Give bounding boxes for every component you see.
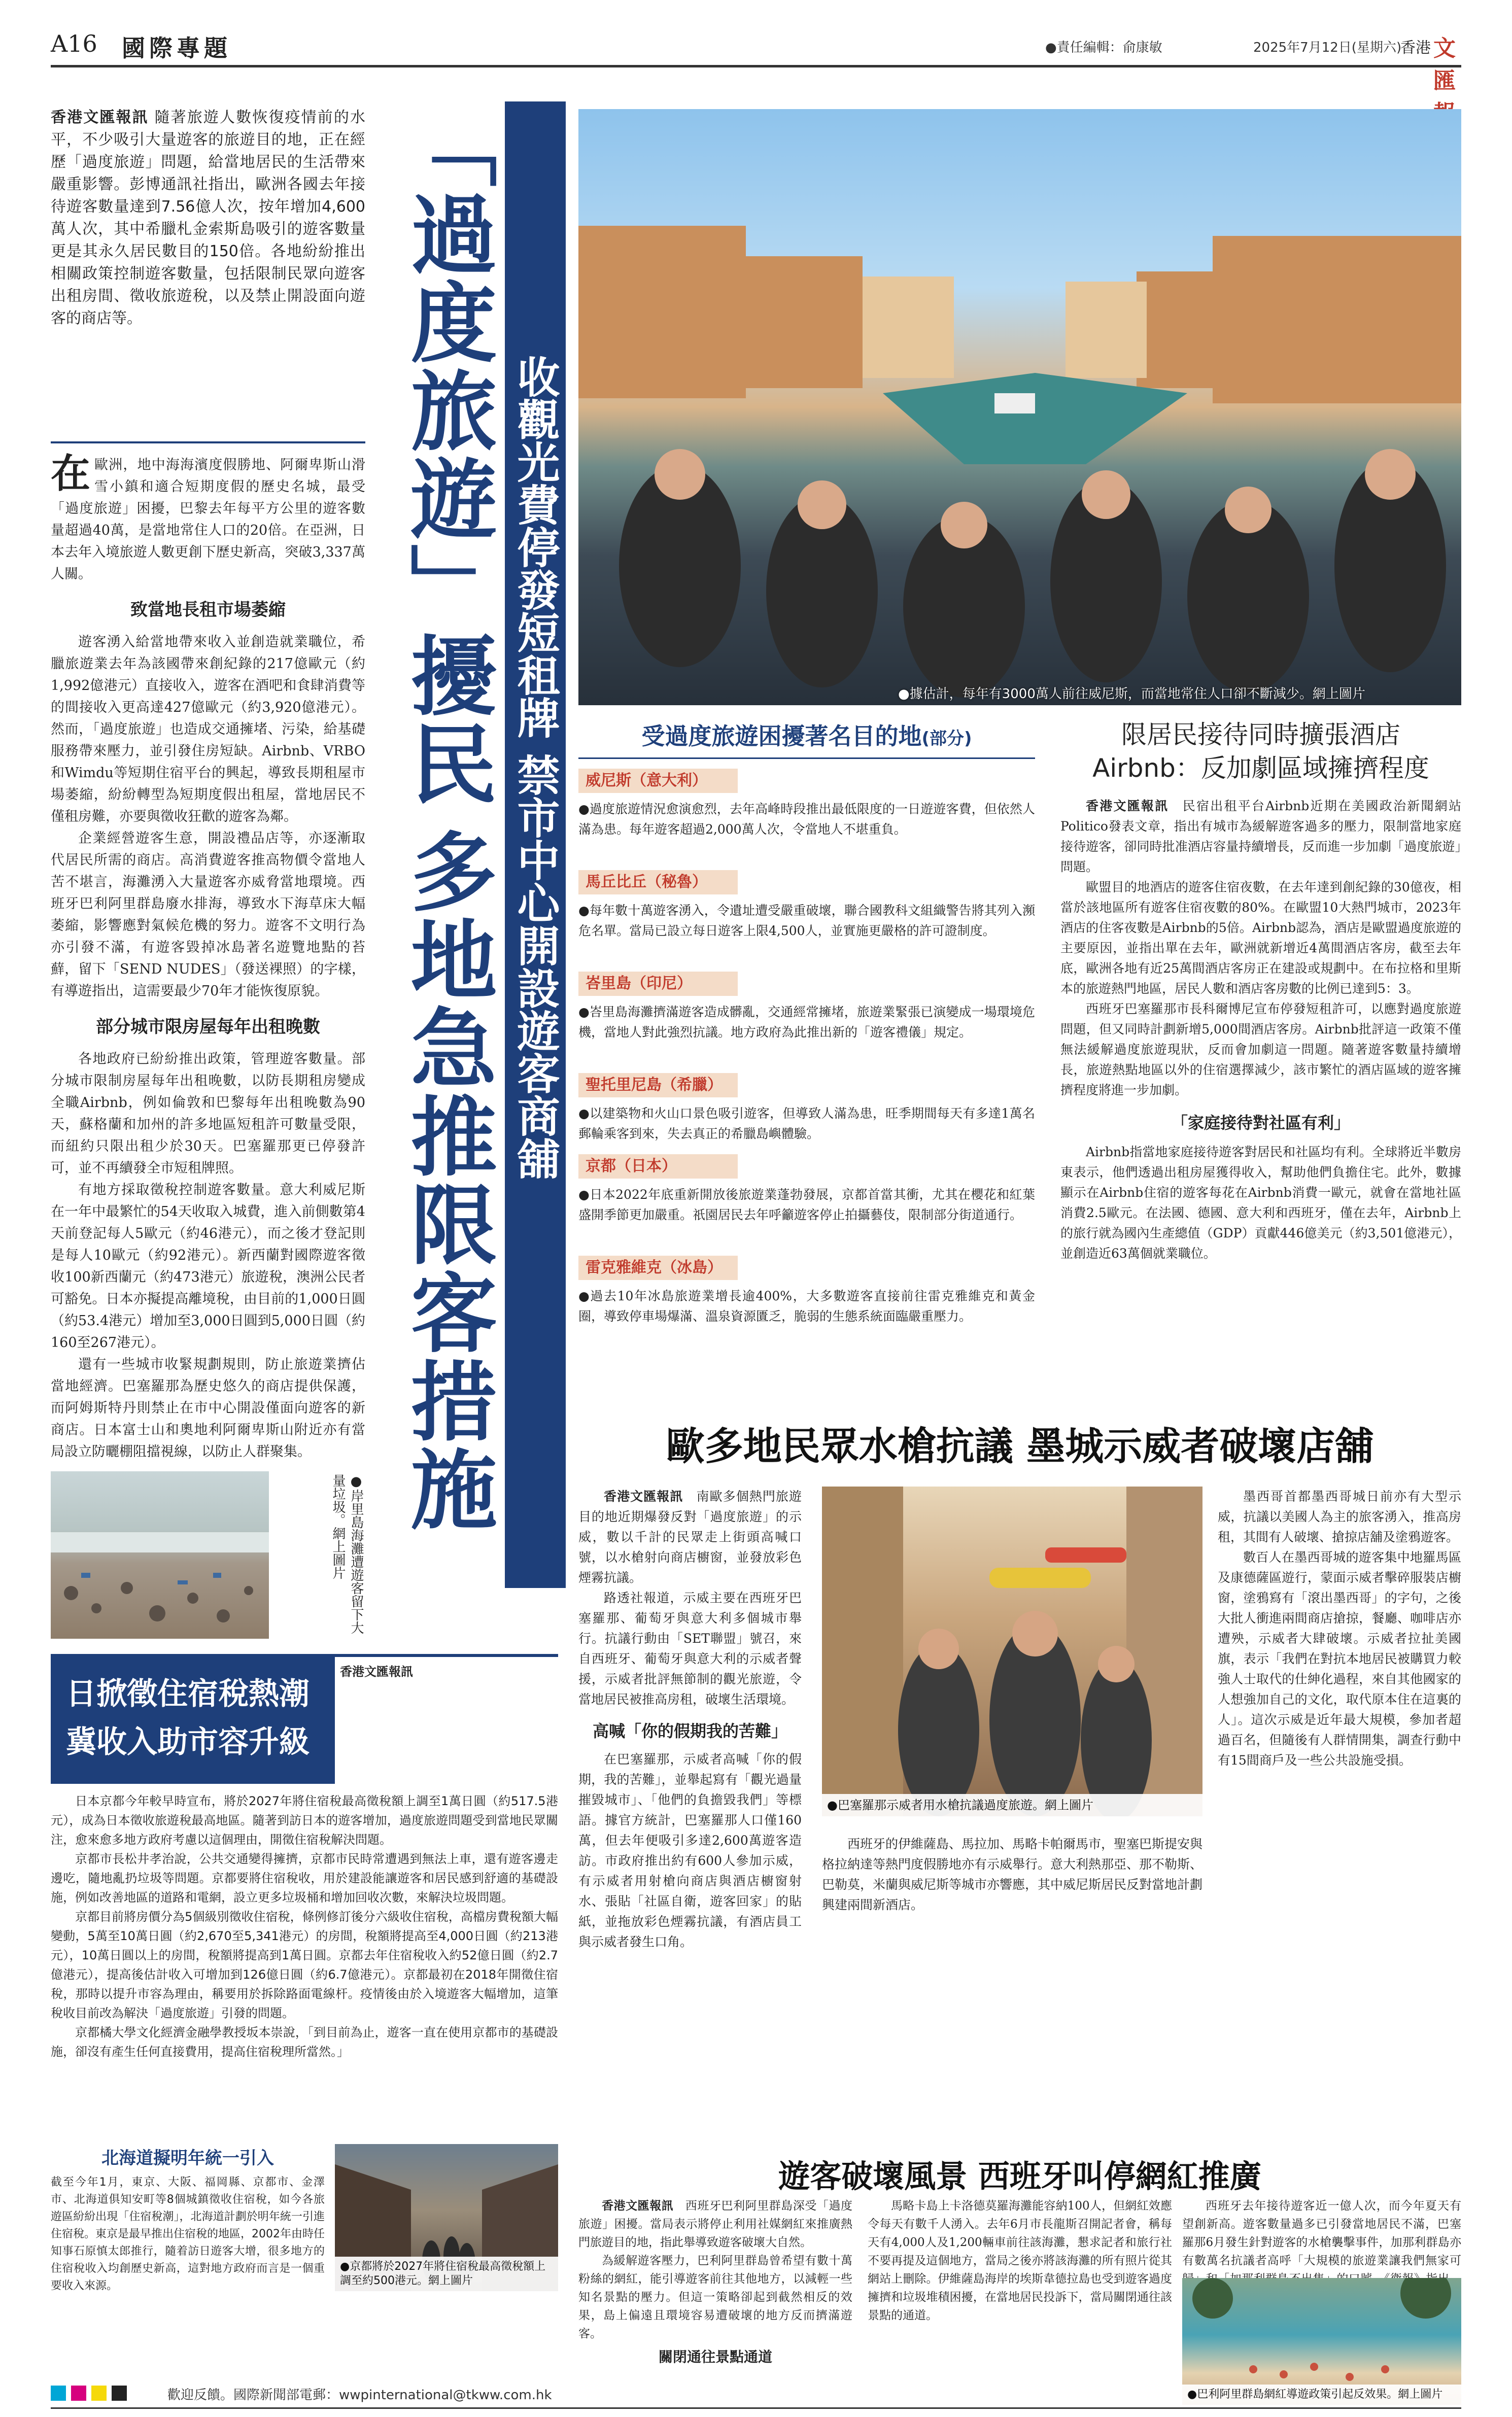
header-rule bbox=[51, 65, 1461, 67]
reg-mark-black bbox=[112, 2386, 127, 2401]
japan-lead-text: 日本京都今年較早時宣布，將於2027年將住宿稅最高徵稅額上調至1萬日圓（約517.5港元），成為日本徵收旅遊稅最高地區。隨著到訪日本的遊客增加，過度旅遊問題受到當地民眾關注，愈來愈多地方政府考慮以這個理由，開徵住宿稅解決問題。 bbox=[51, 1794, 558, 1847]
protest-para-1: 南歐多個熱門旅遊目的地近期爆發反對「過度旅遊」的示威，數以千計的民眾走上街頭高喊口號，以水槍射向商店櫥窗，並發放彩色煙霧抗議。 bbox=[578, 1489, 802, 1585]
issue-date: 2025年7月12日(星期六) bbox=[1253, 40, 1402, 55]
city-tag-venice: 威尼斯（意大利） bbox=[578, 769, 738, 793]
protest-scene-illustration bbox=[822, 1487, 1202, 1816]
spain-col-1 bbox=[578, 2197, 852, 2410]
japan-para-1: 京都市長松井孝治說，公共交通變得擁擠，京都市民時常遭遇到無法上車，還有遊客邊走邊吃，隨地亂扔垃圾等問題。京都要將住宿稅收，用於建設能讓遊客和居民感到舒適的基礎設施，例如改善地區的道路和電網，設立更多垃圾桶和增加回收次數，來解決垃圾問題。 bbox=[51, 1852, 558, 1905]
city-tag-machu-picchu: 馬丘比丘（秘魯） bbox=[578, 870, 738, 894]
city-tag-santorini: 聖托里尼島（希臘） bbox=[578, 1073, 738, 1097]
mallorca-photo-caption: ●巴利阿里群島網紅導遊政策引起反效果。網上圖片 bbox=[1182, 2385, 1461, 2405]
color-registration-marks bbox=[51, 2386, 157, 2403]
protest-col-2 bbox=[822, 1834, 1202, 2138]
japan-sub-block bbox=[51, 2144, 325, 2291]
destinations-title-main: 受過度旅遊困擾著名目的地 bbox=[641, 722, 922, 750]
beach-photo-caption: ●岸里島海灘遭遊客留下大量垃圾。網上圖片 bbox=[330, 1474, 364, 1634]
venice-scene-illustration bbox=[578, 109, 1461, 705]
venice-hero-photo bbox=[578, 109, 1461, 705]
protest-byline: 香港文匯報訊 bbox=[604, 1489, 683, 1504]
airbnb-article bbox=[1060, 718, 1461, 1367]
intro-text: 歐洲，地中海海濱度假勝地、阿爾卑斯山滑雪小鎮和適合短期度假的歷史名城，最受「過度旅遊」困擾，巴黎去年每平方公里的遊客數量超過40萬，是當地常住人口的20倍。在亞洲，日本去年入境旅遊人數更創下歷史新高，突破3,337萬人關。 bbox=[51, 457, 365, 582]
city-tag-kyoto: 京都（日本） bbox=[578, 1154, 738, 1179]
kyoto-street-photo bbox=[335, 2144, 558, 2291]
japan-title-block bbox=[51, 1657, 335, 1784]
protest-col-3 bbox=[1218, 1487, 1461, 2136]
protest-photo-caption: ●巴塞羅那示威者用水槍抗議過度旅遊。網上圖片 bbox=[822, 1794, 1202, 1816]
city-tag-reykjavik: 雷克雅維克（冰島） bbox=[578, 1256, 738, 1280]
city-text-machu-picchu: ●每年數十萬遊客湧入，令遺址遭受嚴重破壞，聯合國教科文組織警告將其列入瀕危名單。當局已設立每日遊客上限4,500人，並實施更嚴格的許可證制度。 bbox=[578, 903, 1035, 938]
subhead-limit-nights: 部分城市限房屋每年出租晚數 bbox=[96, 1017, 320, 1037]
protest-title: 歐多地民眾水槍抗議 墨城示威者破壞店舖 bbox=[666, 1424, 1374, 1469]
japan-byline: 香港文匯報訊 bbox=[340, 1665, 413, 1679]
lead-byline: 香港文匯報訊 bbox=[51, 109, 149, 126]
airbnb-subhead: 「家庭接待對社區有利」 bbox=[1171, 1113, 1350, 1132]
left-para-2: 企業經營遊客生意，開設禮品店等，亦逐漸取代居民所需的商店。高消費遊客推高物價令當地人苦不堪言，海灘湧入大量遊客亦威脅當地環境。西班牙巴利阿里群島廢水排海，導致水下海草床大幅萎縮，影響應對氣候危機的努力。遊客不文明行為亦引發不滿，有遊客毀掉冰島著名遊覽地點的苔蘚，留下「SEND NUDES」（發送裸照）的字樣，有導遊指出，這需要最少70年才能恢復原貌。 bbox=[51, 831, 365, 999]
japan-title-1: 日掀徵住宿稅熱潮 bbox=[66, 1676, 310, 1712]
airbnb-title-2: Airbnb：反加劇區域擁擠程度 bbox=[1092, 753, 1429, 783]
left-para-3: 各地政府已紛紛推出政策，管理遊客數量。部分城市限制房屋每年出租晚數，以防長期租房變成全職Airbnb，例如倫敦和巴黎每年出租晚數為90天，蘇格蘭和加州的許多地區短租許可數量受限，而紐約只限出租少於30天。巴塞羅那更已停發許可，並不再續發全市短租牌照。 bbox=[51, 1051, 365, 1176]
japan-para-2: 京都目前將房價分為5個級別徵收住宿稅，條例修訂後分六級收住宿稅，高檔房費稅額大幅變動，5萬至10萬日圓（約2,670至5,341港元）的房間，稅額將提高至4,000日圓（約213港元），10萬日圓以上的房間，稅額將提高到1萬日圓。京都去年住宿稅收入約52億日圓（約2.7億港元），提高後估計收入可增加到126億日圓（約6.7億港元）。京都最初在2018年開徵住宿稅，那時以提升市容為理由，稱要用於拆除路面電線杆。疫情後由於入境遊客大幅增加，這筆稅收目前改為解決「過度旅遊」引發的問題。 bbox=[51, 1910, 558, 2020]
japan-lead bbox=[340, 1662, 556, 1784]
left-para-5: 還有一些城市收緊規劃規則，防止旅遊業擠佔當地經濟。巴塞羅那為歷史悠久的商店提供保護，而阿姆斯特丹則禁止在市中心開設僅面向遊客的新商店。日本富士山和奧地利阿爾卑斯山附近亦有當局設立防曬棚阻擋視線，以防止人群聚集。 bbox=[51, 1357, 365, 1460]
page-number: A16 bbox=[51, 30, 97, 57]
spain-byline: 香港文匯報訊 bbox=[602, 2199, 674, 2213]
spain-para-4: 西班牙去年接待遊客近一億人次，而今年夏天有望創新高。遊客數量過多已引發當地居民不滿，巴塞羅那6月發生針對遊客的水槍襲擊事件，加那利群島亦有數萬名抗議者高呼「大規模的旅遊業讓我們無家可 bbox=[1182, 2199, 1461, 2267]
destinations-title bbox=[578, 718, 1035, 751]
reg-mark-cyan bbox=[51, 2386, 66, 2401]
protest-col-1 bbox=[578, 1487, 802, 2136]
reg-mark-magenta bbox=[71, 2386, 86, 2401]
paper-logo: 文匯 bbox=[1433, 36, 1456, 94]
subhead-rental: 致當地長租市場萎縮 bbox=[130, 600, 286, 620]
spain-col-3 bbox=[1182, 2197, 1461, 2273]
section-name: 國際專題 bbox=[122, 34, 231, 62]
mallorca-beach-photo bbox=[1182, 2278, 1461, 2405]
airbnb-title-1: 限居民接待同時擴張酒店 bbox=[1121, 720, 1400, 749]
japan-box bbox=[51, 1654, 558, 2291]
airbnb-para-4: Airbnb指當地家庭接待遊客對居民和社區均有利。全球將近半數房東表示，他們透過出租房屋獲得收入，幫助他們負擔住宅。此外，數據顯示在Airbnb住宿的遊客每花在Airbnb消費一歐元，就會在當地社區消費2.5歐元。在法國、德國、意大利和西班牙，僅在去年，Airbnb上的旅行就為國內生產總值（GDP）貢獻446億美元（約3,501億港元），並創造近63萬個就業職位。 bbox=[1060, 1145, 1461, 1261]
japan-para-4: 截至今年1月，東京、大阪、福岡縣、京都市、金澤市、北海道俱知安町等8個城鎮徵收住宿稅，如今各旅遊區紛紛出現「住宿稅潮」，北海道計劃於明年統一引進住宿稅。東京是最早推出住宿稅的地區，2002年由時任知事石原慎太郎推行，隨着訪日遊客大增，很多地方的住宿稅收入均創歷史新高，這對地方政府而言是一個重要收入來源。 bbox=[51, 2176, 325, 2292]
main-subtitle: 收觀光費停發短租牌 禁市中心開設遊客商舖 bbox=[510, 355, 560, 1180]
japan-title-2: 冀收入助市容升級 bbox=[66, 1724, 310, 1760]
destinations-title-rule bbox=[578, 757, 1035, 759]
protest-para-2: 路透社報道，示威主要在西班牙巴塞羅那、葡萄牙與意大利多個城市舉行。抗議行動由「SET聯盟」號召，來自西班牙、葡萄牙與意大利的示威者聲援，示威者批評無節制的觀光旅遊，令當地居民被推高房租，破壞生活環境。 bbox=[578, 1591, 802, 1707]
protest-para-3: 在巴塞羅那，示威者高喊「你的假期，我的苦難」，並舉起寫有「觀光過量摧毀城市」、「他們的負擔毀我們」等標語。據官方統計，巴塞羅那人口僅160萬，但去年便吸引多達2,600萬遊客造訪。市政府推出約有600人參加示威，有示威者用射槍向商店與酒店櫥窗射水、張貼「社區自衛，遊客回家」的貼紙，並拖放彩色煙霧抗議，有酒店員工與示威者發生口角。 bbox=[578, 1752, 802, 1949]
airbnb-body bbox=[1060, 796, 1461, 1264]
editor-credit: ●責任編輯：俞康敏 bbox=[1045, 40, 1162, 55]
hero-photo-caption: ●據估計，每年有3000萬人前往威尼斯，而當地常住人口卻不斷減少。網上圖片 bbox=[898, 686, 1365, 702]
airbnb-para-2: 歐盟目的地酒店的遊客住宿夜數，在去年達到創紀錄的30億夜，相當於該地區所有遊客住宿夜數的80%。在歐盟10大熱門城市，2023年酒店的住客夜數是Airbnb的5倍。Airbnb認為，酒店是歐盟過度旅遊的主要原因，並指出單在去年，歐洲就新增近4萬間酒店客房，截至去年底，歐洲各地有近25萬間酒店客房正在建設或規劃中。在布拉格和里斯本的旅遊熱門地區，居民人數和酒店客房數的比例已達到5：3。 bbox=[1060, 880, 1461, 996]
kyoto-photo-caption: ●京都將於2027年將住宿稅最高徵稅額上調至約500港元。網上圖片 bbox=[335, 2257, 558, 2291]
footer-rule bbox=[51, 2407, 1461, 2409]
city-text-kyoto: ●日本2022年底重新開放後旅遊業蓬勃發展，京都首當其衝，尤其在櫻花和紅葉盛開季節更加嚴重。祇園居民去年呼籲遊客停止拍攝藝伎，限制部分街道通行。 bbox=[578, 1187, 1035, 1222]
lead-paragraph bbox=[51, 107, 365, 431]
japan-para-3: 京都橘大學文化經濟金融學教授坂本崇說，「到目前為止，遊客一直在使用京都市的基礎設施，卻沒有產生任何直接費用，提高住宿稅理所當然。」 bbox=[51, 2025, 558, 2059]
spain-para-1: 西班牙巴利阿里群島深受「過度旅遊」困擾。當局表示將停止利用社媒網紅來推廣熱門旅遊目的地，指此舉導致遊客破壞大自然。 bbox=[578, 2199, 853, 2249]
city-tag-bali: 峇里島（印尼） bbox=[578, 972, 738, 996]
beach-trash-illustration bbox=[51, 1471, 269, 1639]
main-title-line1: 「過度旅遊」擾民 bbox=[396, 101, 497, 808]
protest-para-5: 墨西哥首都墨西哥城日前亦有大型示威，抗議以美國人為主的旅客湧入，推高房租，其間有人破壞、搶掠店舖及塗鴉遊客。 bbox=[1218, 1489, 1461, 1544]
protest-para-6: 數百人在墨西哥城的遊客集中地羅馬區及康德薩區遊行，蒙面示威者擊碎服裝店櫥窗，塗鴉寫有「滾出墨西哥」的字句，之後大批人衝進兩間商店搶掠，餐廳、咖啡店亦遭殃，示威者大肆破壞。示威者拉扯美國旗，表示「我們在對抗本地居民被購買力較強人士取代的仕紳化過程，來自其他國家的人想強加自己的文化，取代原本住在這裏的人」。這次示威是近年最大規模，參加者超過百名，但隨後有人群情開集，調查行動中有15間商戶及一些公共設施受損。 bbox=[1218, 1550, 1461, 1768]
beach-trash-photo bbox=[51, 1471, 269, 1639]
protest-para-4: 西班牙的伊維薩島、馬拉加、馬略卡帕爾馬市，聖塞巴斯提安與格拉納達等熱門度假勝地亦有示威舉行。意大利熱那亞、那不勒斯、巴勒莫，米蘭與威尼斯等城市亦響應，其中威尼斯居民反對當地計劃興建兩間新酒店。 bbox=[822, 1837, 1203, 1912]
airbnb-byline: 香港文匯報訊 bbox=[1086, 799, 1169, 813]
japan-subhead: 北海道擬明年統一引入 bbox=[101, 2148, 274, 2168]
left-column bbox=[51, 451, 365, 1474]
city-text-reykjavik: ●過去10年冰島旅遊業增長逾400%，大多數遊客直接前往雷克雅維克和黃金圈，導致停車場爆滿、溫泉資源匱乏，脆弱的生態系統面臨嚴重壓力。 bbox=[578, 1289, 1035, 1324]
japan-body bbox=[51, 1791, 558, 2136]
destinations-box bbox=[578, 718, 1035, 1347]
destinations-title-suffix: (部分) bbox=[921, 729, 972, 749]
protest-subhead: 高喊「你的假期我的苦難」 bbox=[592, 1721, 787, 1741]
airbnb-para-1: 民宿出租平台Airbnb近期在美國政治新聞網站Politico發表文章，指出有城市為緩解遊客過多的壓力，限制當地家庭接待遊客，卻同時批准酒店容量持續增長，反而進一步加劇「過度旅遊」問題。 bbox=[1060, 799, 1461, 874]
lead-rule bbox=[51, 441, 365, 443]
reg-mark-yellow bbox=[91, 2386, 107, 2401]
left-para-4: 有地方採取徵稅控制遊客數量。意大利威尼斯在一年中最繁忙的54天收取入城費，進入前側數第4天前登記每人5歐元（約46港元），而之後才登記則是每人10歐元（約92港元）。新西蘭對國際遊客徵收100新西蘭元（約473港元）旅遊稅，澳洲公民者可豁免。日本亦擬提高離境稅，由目前的1,000日圓（約53.4港元）增加至3,000日圓到5,000日圓（約160至267港元）。 bbox=[51, 1182, 365, 1351]
spain-para-2: 為緩解遊客壓力，巴利阿里群島曾希望有數十萬粉絲的網紅，能引導遊客前往其他地方，以減輕一些知名景點的壓力。但這一策略卻起到截然相反的效果，島上偏遠且環境容易遭破壞的地方反而擠滿遊客。 bbox=[578, 2254, 852, 2340]
lead-text: 隨著旅遊人數恢復疫情前的水平，不少吸引大量遊客的旅遊目的地，正在經歷「過度旅遊」問題，給當地居民的生活帶來嚴重影響。彭博通訊社指出，歐洲各國去年接待遊客數量達到7.56億人次，按年增加4,600萬人次，其中希臘札金索斯島吸引的遊客數量更是其永久居民數目的150倍。各地紛紛推出相關政策控制遊客數量，包括限制民眾向遊客出租房間、徵收旅遊稅，以及禁止開設面向遊客的商店等。 bbox=[51, 109, 366, 327]
city-text-bali: ●峇里島海灘擠滿遊客造成髒亂，交通經常擁堵，旅遊業緊張已演變成一場環境危機，當地人對此強烈抗議。地方政府為此推出新的「遊客禮儀」規定。 bbox=[578, 1005, 1035, 1040]
main-title-line2: 多地急推限客措施 bbox=[396, 827, 497, 1533]
page-header bbox=[51, 28, 1461, 94]
airbnb-para-3: 西班牙巴塞羅那市長科爾博尼宣布停發短租許可，以應對過度旅遊問題，但又同時計劃新增5,000間酒店客房。Airbnb批評這一政策不僅無法緩解過度旅遊現狀，反而會加劇這一問題。隨著遊客數量持續增長，旅遊熱點地區以外的住宿選擇減少，該市繁忙的酒店區域的遊客擁擠程度將進一步加劇。 bbox=[1060, 1002, 1461, 1097]
city-text-venice: ●過度旅遊情況愈演愈烈，去年高峰時段推出最低限度的一日遊遊客費，但依然人滿為患。每年遊客超過2,000萬人次，令當地人不堪重負。 bbox=[578, 802, 1035, 837]
left-para-1: 遊客湧入給當地帶來收入並創造就業職位，希臘旅遊業去年為該國帶來創紀錄的217億歐元（約1,992億港元）直接收入，遊客在酒吧和食肆消費等的間接收入更高達427億歐元（約3,920億港元）。然而，「過度旅遊」也造成交通擁堵、污染，給基礎服務帶來壓力，並引發住房短缺。Airbnb、VRBO和Wimdu等短期住宿平台的興起，導致長期租屋市場萎縮，紛紛轉型為短期度假出租屋，當地居民不僅租房難，亦要與徵收狂歡的遊客為鄰。 bbox=[51, 634, 365, 824]
paper-prefix: 香港 bbox=[1400, 39, 1431, 57]
dropcap: 在 bbox=[51, 451, 91, 497]
city-text-santorini: ●以建築物和火山口景色吸引遊客，但導致人滿為患，旺季期間每天有多達1萬名郵輪乘客到來，失去真正的希臘島嶼體驗。 bbox=[578, 1106, 1035, 1141]
spain-subhead: 關閉通往景點通道 bbox=[658, 2349, 772, 2365]
spain-col-2 bbox=[868, 2197, 1172, 2410]
spain-title: 遊客破壞風景 西班牙叫停網紅推廣 bbox=[778, 2158, 1261, 2195]
spain-para-3: 馬略卡島上卡洛德莫羅海灘能容納100人，但網紅效應令每天有數千人湧入。去年6月市長龍斯召開記者會，稱每天有4,000人及1,200輛車前往該海灘，懇求記者和旅行社不要再提及這個地方，當局之後亦將該海灘的所有照片從其網站上刪除。伊維薩島海岸的埃斯韋德拉島也受到遊客過度擁擠和垃圾堆積困擾，在當地居民投訴下，當局關閉通往該景點的通道。 bbox=[868, 2199, 1172, 2322]
footer-text: 歡迎反饋。國際新聞部電郵：wwpinternational@tkww.com.hk bbox=[167, 2388, 552, 2403]
barcelona-protest-photo bbox=[822, 1487, 1202, 1816]
